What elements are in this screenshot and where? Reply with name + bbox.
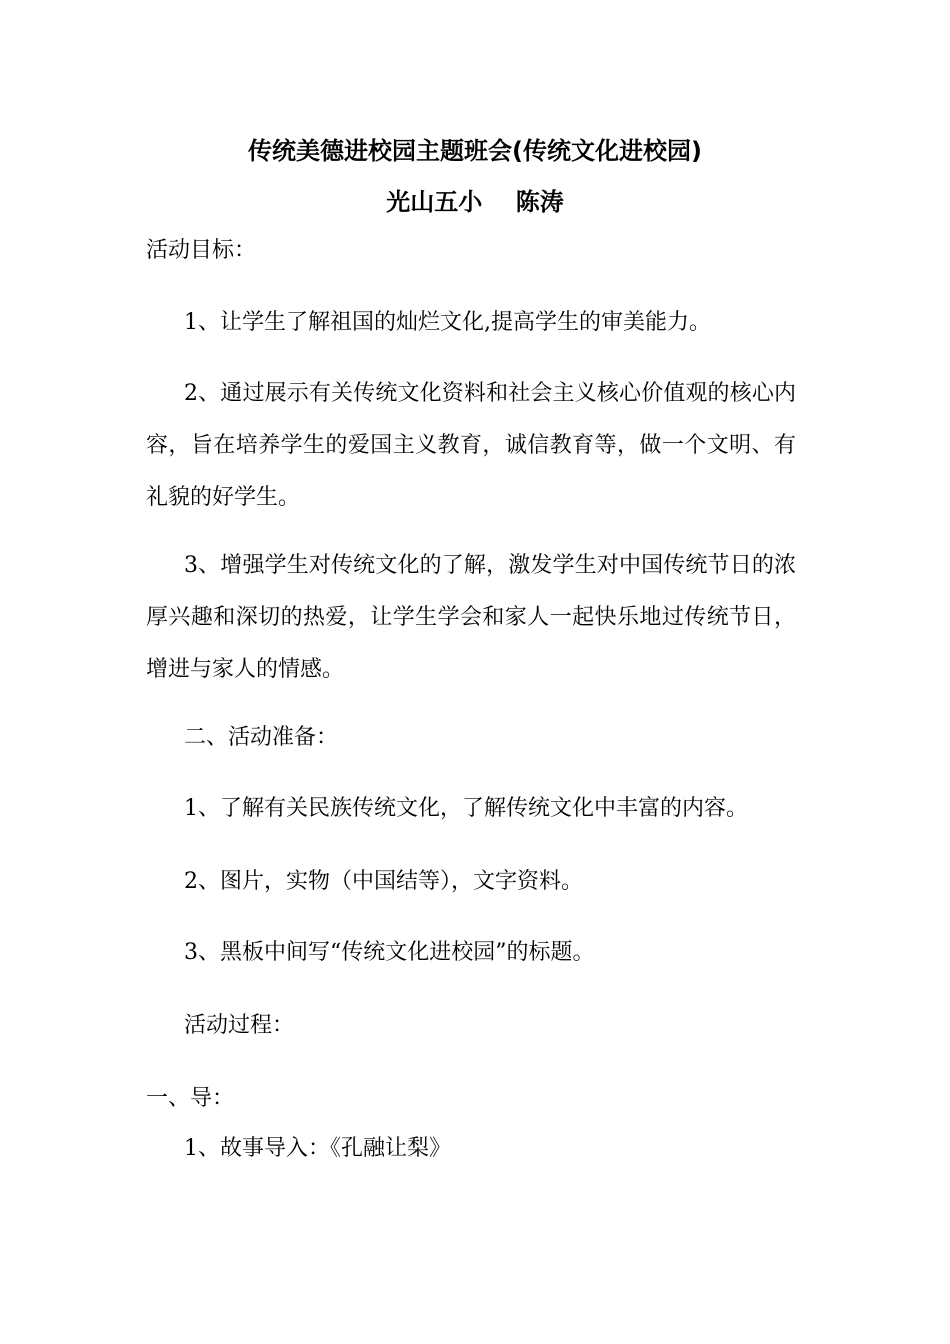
document-title: 传统美德进校园主题班会(传统文化进校园) bbox=[248, 137, 702, 165]
preparation-item-2: 2、图片，实物（中国结等），文字资料。 bbox=[184, 869, 583, 894]
author-line: 光山五小 陈涛 bbox=[386, 188, 564, 216]
process-heading: 活动过程： bbox=[184, 1013, 295, 1038]
section-one-item-1: 1、故事导入：《孔融让梨》 bbox=[184, 1136, 451, 1161]
preparation-item-1: 1、了解有关民族传统文化，了解传统文化中丰富的内容。 bbox=[184, 796, 748, 821]
activity-goals-heading: 活动目标： bbox=[146, 238, 257, 263]
goal-item-1: 1、让学生了解祖国的灿烂文化,提高学生的审美能力。 bbox=[184, 310, 711, 335]
preparation-item-3: 3、黑板中间写“传统文化进校园”的标题。 bbox=[184, 940, 595, 965]
section-one-heading: 一、导： bbox=[146, 1086, 235, 1111]
preparation-heading: 二、活动准备： bbox=[184, 725, 339, 750]
goal-item-2: 2、通过展示有关传统文化资料和社会主义核心价值观的核心内容，旨在培养学生的爱国主义教育，诚信教育等，做一个文明、有礼貌的好学生。 bbox=[146, 381, 796, 510]
goal-item-3: 3、增强学生对传统文化的了解，激发学生对中国传统节日的浓厚兴趣和深切的热爱，让学生学会和家人一起快乐地过传统节日，增进与家人的情感。 bbox=[146, 553, 796, 682]
